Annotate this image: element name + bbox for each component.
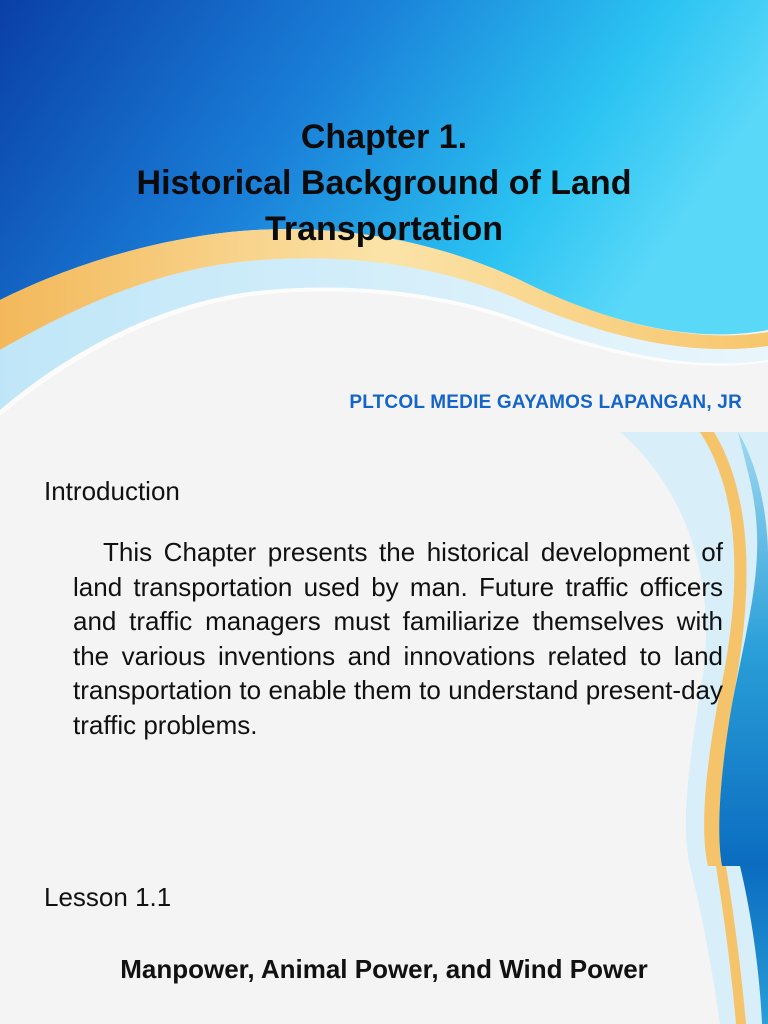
title-slide xyxy=(0,0,768,432)
introduction-slide xyxy=(0,432,768,866)
title-line-3: Transportation xyxy=(264,210,504,248)
lesson-title: Manpower, Animal Power, and Wind Power xyxy=(120,954,648,984)
lesson-slide xyxy=(0,866,768,1024)
introduction-heading: Introduction xyxy=(44,476,180,506)
introduction-paragraph: This Chapter presents the historical development of land transportation used by man. Future traffic officers and traffic managers must familiarize themselves with the various inventions and innovations related to land transportation to enable them to understand present-day traffic problems. xyxy=(73,537,723,740)
chapter-title xyxy=(0,114,768,252)
lesson-number: Lesson 1.1 xyxy=(44,882,172,912)
title-line-1: Chapter 1. xyxy=(300,118,468,156)
author-name: PLTCOL MEDIE GAYAMOS LAPANGAN, JR xyxy=(349,392,742,413)
title-line-2: Historical Background of Land xyxy=(136,164,632,202)
